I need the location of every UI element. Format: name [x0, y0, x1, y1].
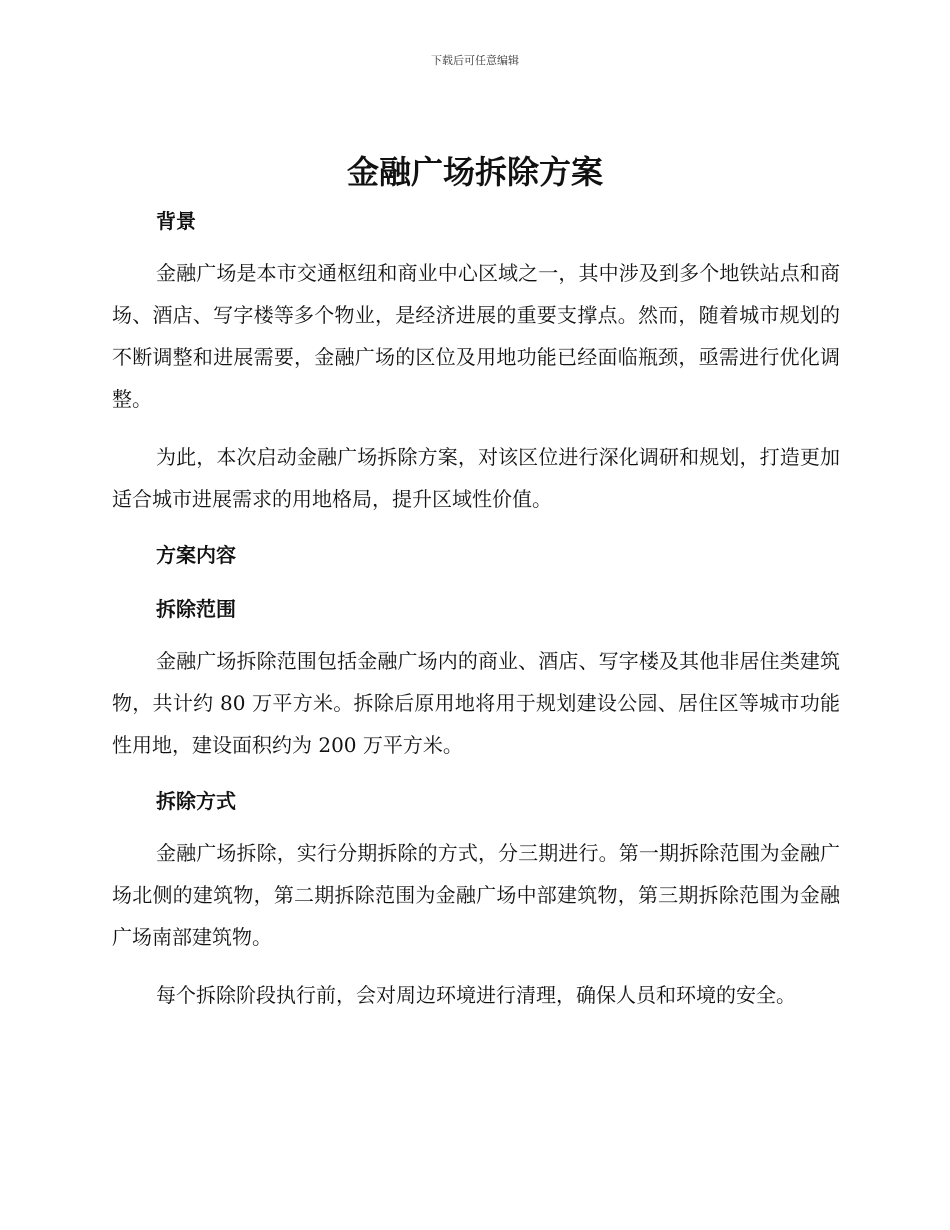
page-header-note: 下载后可任意编辑	[431, 54, 519, 67]
section-plan-content	[112, 536, 840, 574]
paragraph: 为此，本次启动金融广场拆除方案，对该区位进行深化调研和规划，打造更加适合城市进展需求的用地格局，提升区域性价值。	[112, 445, 840, 511]
section-background	[112, 202, 840, 520]
paragraph: 金融广场拆除，实行分期拆除的方式，分三期进行。第一期拆除范围为金融广场北侧的建筑物，第二期拆除范围为金融广场中部建筑物，第三期拆除范围为金融广场南部建筑物。	[112, 841, 840, 949]
section-heading: 拆除范围	[156, 597, 236, 621]
section-demolition-method	[112, 782, 840, 1016]
document-body	[112, 202, 840, 1016]
section-demolition-scope	[112, 590, 840, 766]
paragraph: 金融广场拆除范围包括金融广场内的商业、酒店、写字楼及其他非居住类建筑物，共计约 80 万平方米。拆除后原用地将用于规划建设公园、居住区等城市功能性用地，建设面积约为 200 万平方米。	[112, 649, 840, 757]
document-title: 金融广场拆除方案	[346, 153, 603, 191]
paragraph: 金融广场是本市交通枢纽和商业中心区域之一，其中涉及到多个地铁站点和商场、酒店、写字楼等多个物业，是经济进展的重要支撑点。然而，随着城市规划的不断调整和进展需要，金融广场的区位及用地功能已经面临瓶颈，亟需进行优化调整。	[112, 261, 840, 411]
section-heading: 背景	[156, 209, 196, 233]
section-heading: 方案内容	[156, 543, 236, 567]
paragraph: 每个拆除阶段执行前，会对周边环境进行清理，确保人员和环境的安全。	[156, 983, 796, 1007]
section-heading: 拆除方式	[156, 789, 236, 813]
